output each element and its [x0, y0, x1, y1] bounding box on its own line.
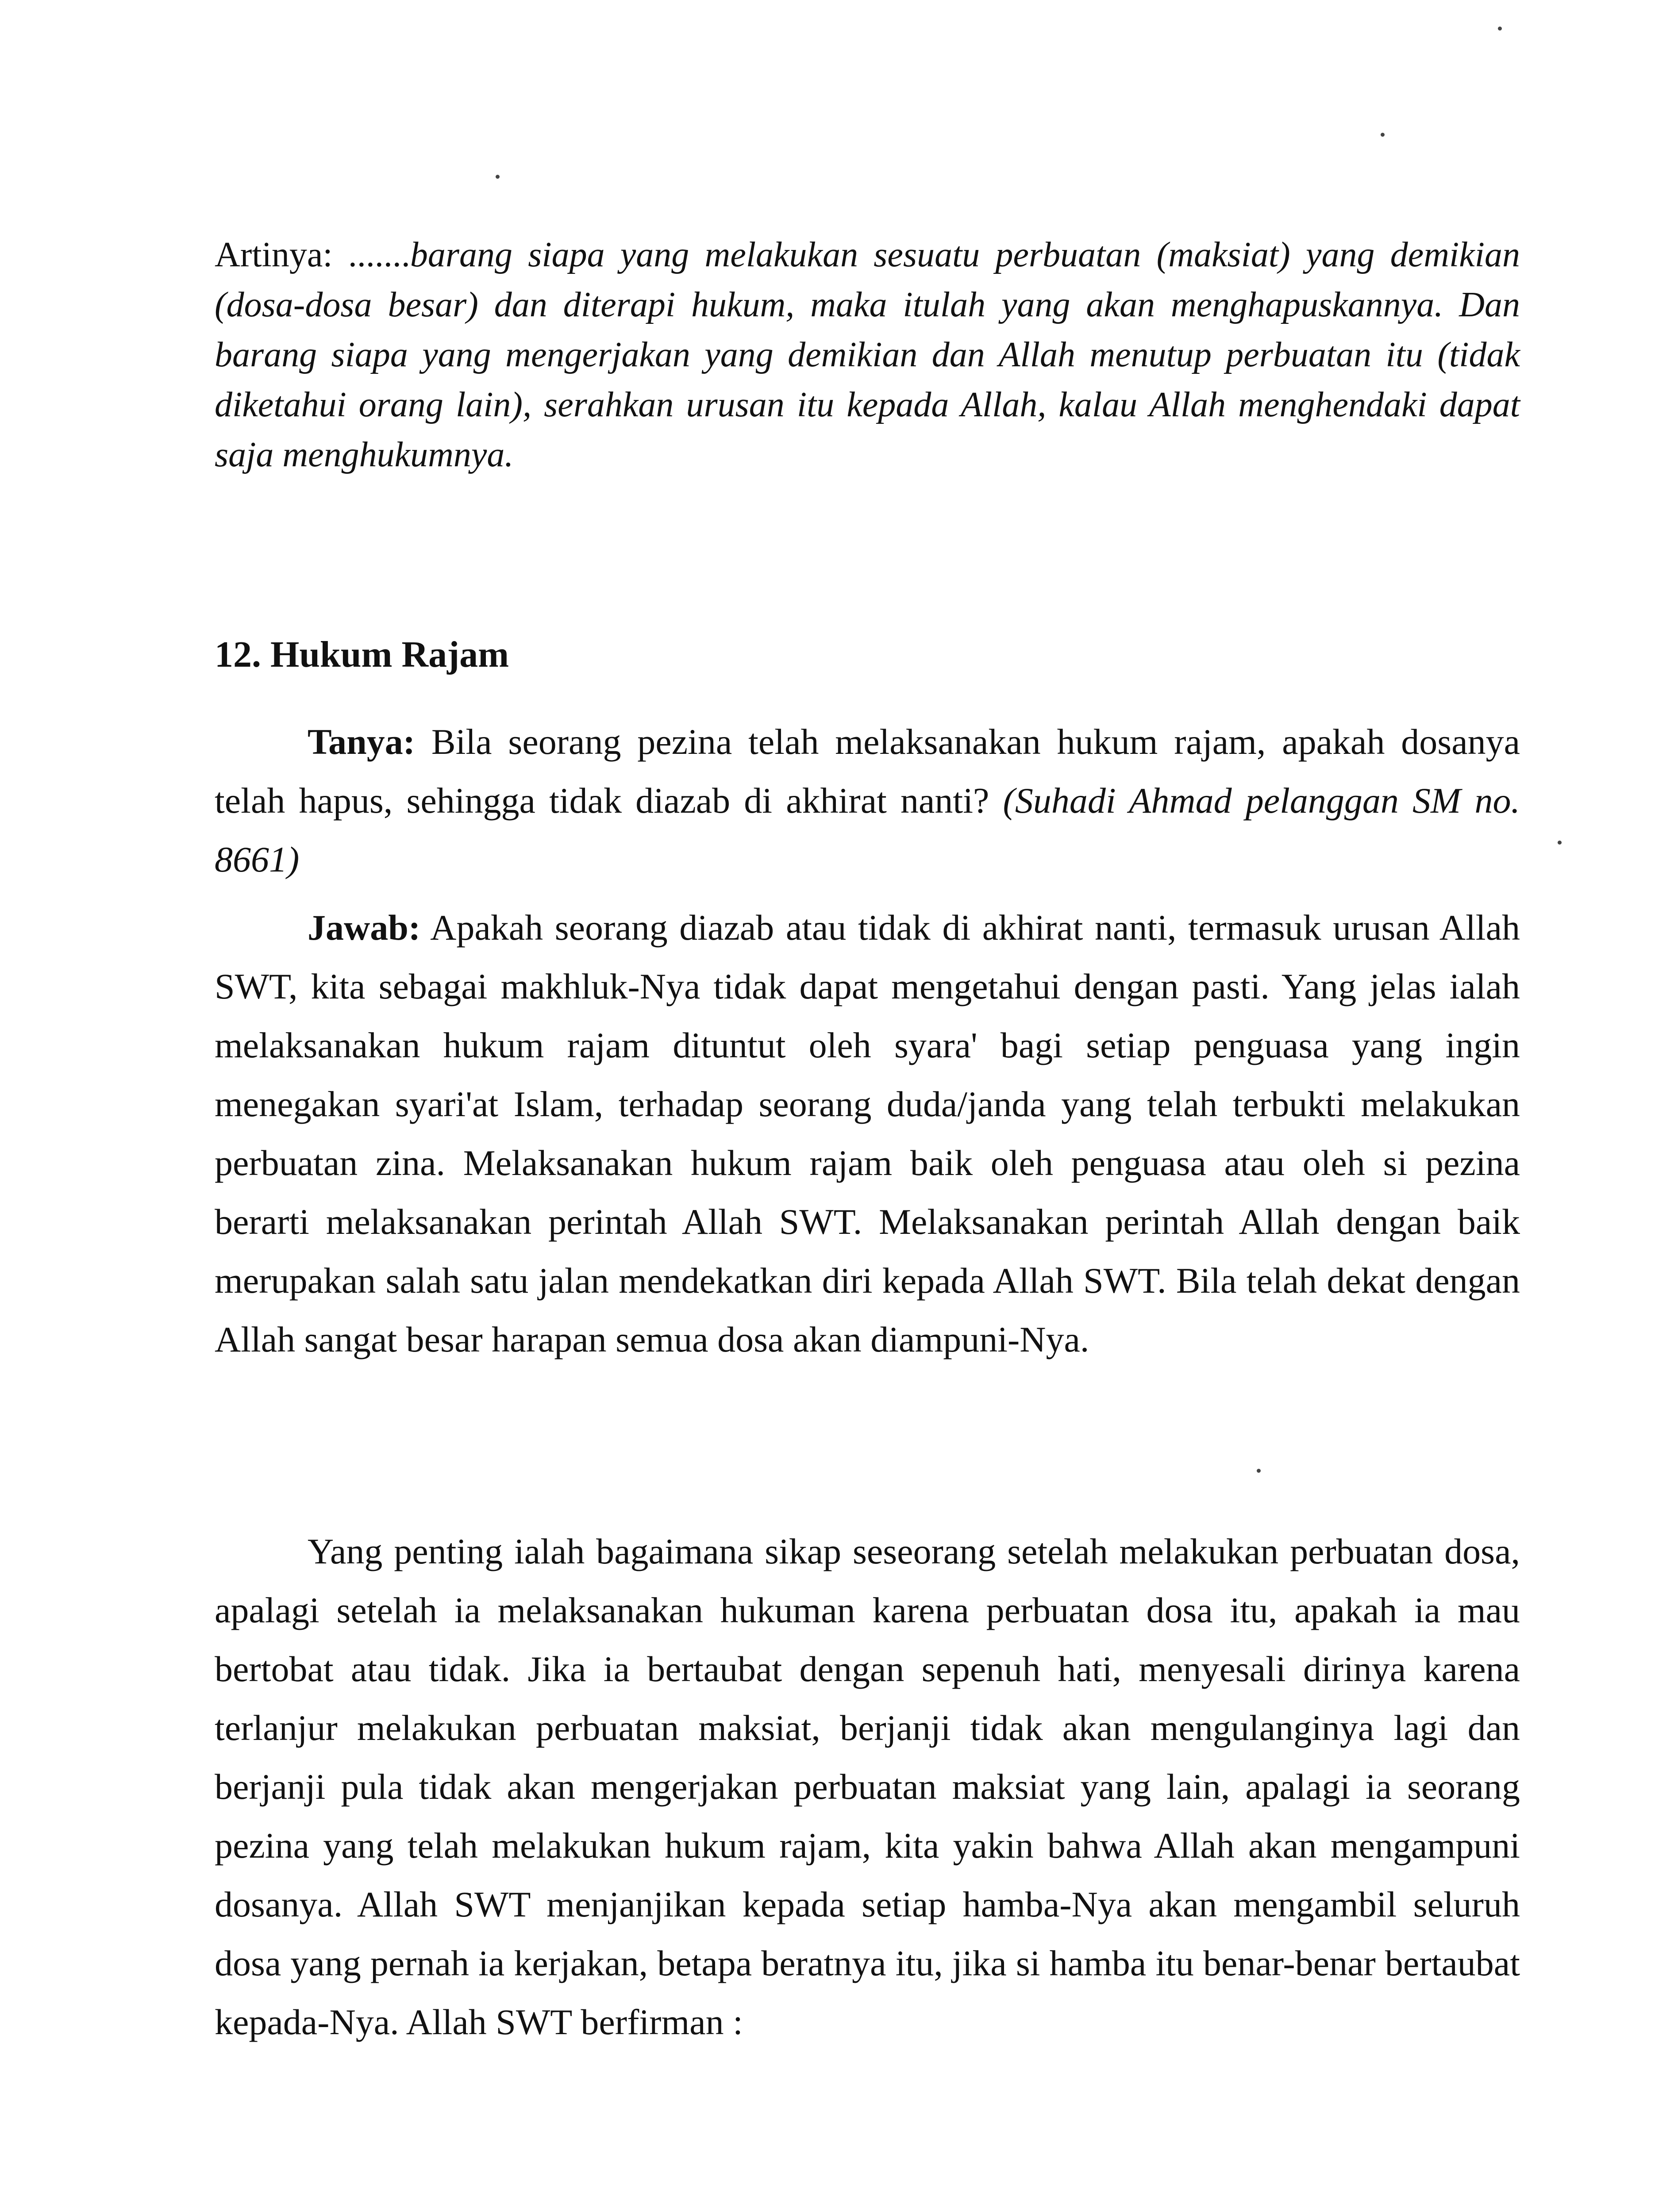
answer-label: Jawab:: [308, 907, 421, 948]
scan-speck: [1257, 1469, 1261, 1473]
translation-text: barang siapa yang melakukan sesuatu perbuatan (maksiat) yang demikian (dosa-dosa besar) dan diterapi hukum, maka itulah yang akan menghapuskannya. Dan barang siapa yang mengerjakan yang demikian dan Allah menutup perbuatan itu (tidak diketahui orang lain), serahkan urusan itu kepada Allah, kalau Allah menghendaki dapat saja menghukumnya.: [215, 235, 1520, 474]
scan-speck: [1558, 841, 1562, 845]
question-label: Tanya:: [308, 722, 416, 762]
answer-paragraph: [215, 898, 1520, 1369]
section-heading: 12. Hukum Rajam: [215, 634, 509, 675]
question-source: (Suhadi Ahmad pelanggan SM no. 8661): [215, 780, 1520, 879]
translation-label: Artinya: .......: [215, 235, 410, 274]
question-text: Bila seorang pezina telah melaksanakan hukum rajam, apakah dosanya telah hapus, sehingga tidak diazab di akhirat nanti?: [215, 722, 1520, 821]
body-paragraph: Yang penting ialah bagaimana sikap seseorang setelah melakukan perbuatan dosa, apalagi setelah ia melaksanakan hukuman karena perbuatan dosa itu, apakah ia mau bertobat atau tidak. Jika ia bertaubat dengan sepenuh hati, menyesali dirinya karena terlanjur melakukan perbuatan maksiat, berjanji tidak akan mengulanginya lagi dan berjanji pula tidak akan mengerjakan perbuatan maksiat yang lain, apalagi ia seorang pezina yang telah melakukan hukum rajam, kita yakin bahwa Allah akan mengampuni dosanya. Allah SWT menjanjikan kepada setiap hamba-Nya akan mengambil seluruh dosa yang pernah ia kerjakan, betapa beratnya itu, jika si hamba itu benar-benar bertaubat kepada-Nya. Allah SWT berfirman :: [215, 1531, 1520, 2042]
scan-speck: [496, 175, 500, 179]
scan-speck: [1498, 27, 1502, 31]
answer-text: Apakah seorang diazab atau tidak di akhirat nanti, termasuk urusan Allah SWT, kita sebagai makhluk-Nya tidak dapat mengetahui dengan pasti. Yang jelas ialah melaksanakan hukum rajam dituntut oleh syara' bagi setiap penguasa yang ingin menegakan syari'at Islam, terhadap seorang duda/janda yang telah terbukti melakukan perbuatan zina. Melaksanakan hukum rajam baik oleh penguasa atau oleh si pezina berarti melaksanakan perintah Allah SWT. Melaksanakan perintah Allah dengan baik merupakan salah satu jalan mendekatkan diri kepada Allah SWT. Bila telah dekat dengan Allah sangat besar harapan semua dosa akan diampuni-Nya.: [215, 907, 1520, 1359]
question-paragraph: [215, 712, 1520, 889]
translation-paragraph: [215, 230, 1520, 480]
scan-speck: [1381, 133, 1385, 137]
